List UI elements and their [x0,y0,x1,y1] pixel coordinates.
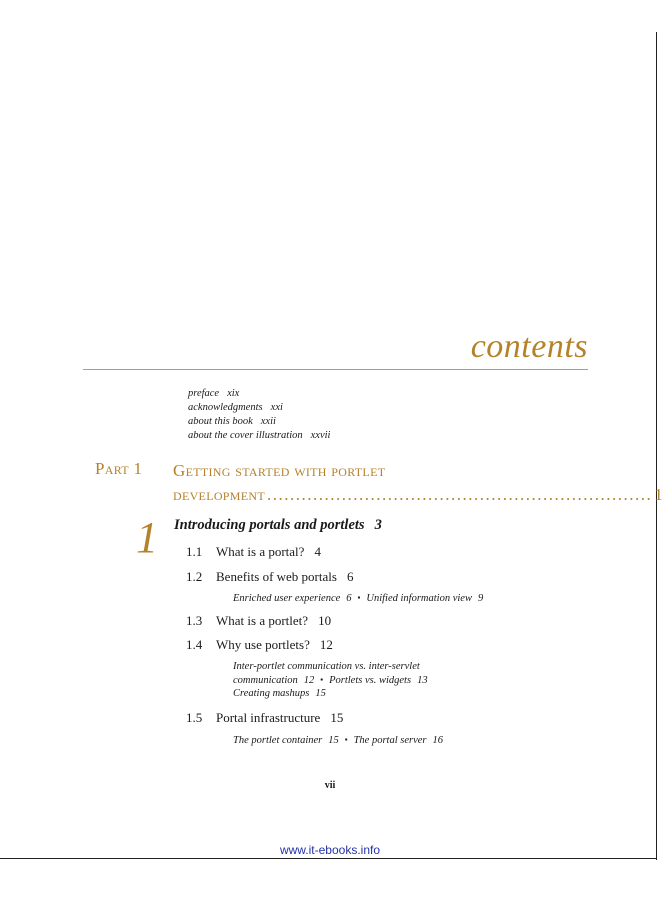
subsection-page: 6 [346,593,352,604]
subsection-block [233,660,428,701]
part-page: 1 [654,485,663,504]
part-title-line1: Getting started with portlet [173,461,386,480]
subsection-title: Portlets vs. widgets [329,674,412,686]
section-title: Benefits of web portals [216,569,337,584]
section-page: 12 [319,637,333,652]
subsection-title: Inter-portlet communication vs. inter-servlet [233,661,420,672]
chapter-page: 3 [374,517,382,533]
section-entry[interactable] [186,613,331,629]
subsection-page: 16 [432,735,444,746]
front-matter-item[interactable] [188,429,330,443]
subsection-page: 9 [477,593,484,604]
subsection-title: The portal server [353,735,427,746]
section-number: 1.5 [186,710,203,725]
subsection-link[interactable] [329,675,427,686]
section-title: What is a portal? [216,544,305,559]
bullet-separator: ▪ [344,735,348,744]
section-entry[interactable] [186,569,353,585]
front-matter-page: xxii [260,416,276,427]
section-number: 1.2 [186,569,203,584]
front-matter-label: about the cover illustration [188,430,303,441]
subsection-link[interactable] [366,593,483,604]
subsection-title: Creating mashups [233,688,310,699]
subsection-link[interactable] [233,687,428,701]
front-matter-item[interactable] [188,401,330,415]
subsection-page: 15 [328,735,339,746]
footer-link[interactable]: www.it-ebooks.info [279,843,381,857]
subsection-link[interactable] [233,593,352,604]
section-number: 1.1 [186,544,203,559]
subsection-title: communication [233,674,298,686]
subsection-page: 15 [315,688,326,699]
bullet-separator: ▪ [357,593,361,602]
section-number: 1.3 [186,613,203,628]
subsection-link[interactable] [233,660,428,674]
section-number: 1.4 [186,637,203,652]
chapter-title: Introducing portals and portlets [174,517,365,533]
part-number: Part 1 [95,459,143,478]
front-matter-page: xix [227,388,240,399]
chapter-title-entry[interactable] [174,517,382,534]
front-matter-item[interactable] [188,415,330,429]
subsection-line [233,734,443,748]
page-bottom-edge [0,858,657,859]
part-title[interactable] [173,459,663,507]
front-matter-page: xxvii [310,430,331,441]
section-page: 10 [318,613,332,628]
front-matter-list [188,387,330,443]
chapter-number: 1 [136,513,158,562]
part-leader-dots: ................................................................... [266,485,653,504]
front-matter-page: xxi [270,402,283,413]
bullet-separator: ▪ [320,674,324,684]
subsection-link[interactable] [354,735,443,746]
section-entry[interactable] [186,710,343,726]
subsection-link[interactable] [233,675,314,686]
subsection-link[interactable] [233,735,339,746]
subsection-title: Enriched user experience [233,593,341,604]
subsection-line [233,592,483,606]
page-folio: vii [324,780,336,791]
front-matter-label: about this book [188,416,253,427]
part-title-line2: development [173,485,265,504]
contents-heading: contents [470,328,588,365]
subsection-title: The portlet container [233,735,323,746]
section-entry[interactable] [186,637,333,653]
subsection-page: 12 [303,674,315,686]
section-entry[interactable] [186,544,321,560]
page-right-edge [656,32,657,860]
subsection-page: 13 [417,674,428,686]
section-title: Portal infrastructure [216,710,321,725]
heading-rule [83,369,588,370]
section-page: 6 [346,569,354,584]
front-matter-item[interactable] [188,387,330,401]
section-page: 4 [314,544,321,559]
section-page: 15 [330,710,344,725]
front-matter-label: preface [188,388,220,399]
subsection-title: Unified information view [366,593,472,604]
front-matter-label: acknowledgments [188,402,263,413]
section-title: What is a portlet? [216,613,309,628]
section-title: Why use portlets? [216,637,310,652]
